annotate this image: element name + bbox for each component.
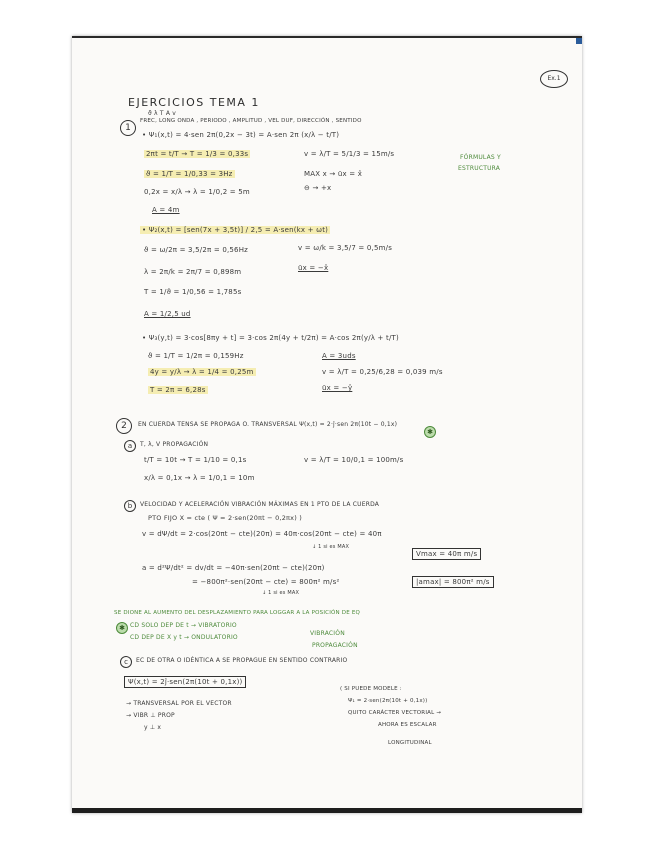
ex1-psi3-frequency: ϑ = 1/T = 1/2π = 0,159Hz [148, 352, 244, 360]
notebook-page [72, 36, 582, 813]
exercise-2-number: 2 [116, 418, 132, 434]
page-corner-mark [576, 38, 582, 44]
ex2-green-note: SE DIONE AL AUMENTO DEL DESPLAZAMIENTO PARA LOGGAR A LA POSICIÓN DE EQ [114, 610, 361, 616]
ex1-psi3-equation: • Ψ₃(y,t) = 3·cos[8πy + t] = 3·cos 2π(4y + t/2π) = A·cos 2π(y/λ + t/T) [142, 334, 399, 342]
ex2-part-a-text: T, λ, V PROPAGACIÓN [140, 441, 209, 448]
ex2-b-acceleration-2: = −800π²·sen(20πt − cte) = 800π² m/s² [192, 578, 340, 586]
ex2-green-star: ✱ [116, 622, 128, 634]
ex2-part-c-text: EC DE OTRA O IDÉNTICA A SE PROPAGUE EN SENTIDO CONTRARIO [136, 657, 348, 664]
ex1-psi2-velocity: v = ω/k = 3,5/7 = 0,5m/s [298, 244, 393, 252]
ex1-psi2-amplitude: A = 1/2,5 ud [144, 310, 191, 318]
ex2-c-equation: Ψ(x,t) = 2ĵ·sen(2π(10t + 0,1x)) [124, 676, 246, 688]
ex1-psi1-sense: ⊖ → +x [304, 184, 332, 192]
ex2-part-a-label: a [124, 440, 136, 452]
ex2-c-note-3: y ⊥ x [144, 724, 162, 731]
ex2-side-note-1: ( SI PUEDE MODELE : [340, 686, 402, 692]
ex1-psi3-wavelength: 4y = y/λ → λ = 1/4 = 0,25m [150, 368, 254, 376]
ex2-side-note-3: QUITO CARÁCTER VECTORIAL → [348, 710, 442, 716]
exercise-badge: Ex.1 [540, 70, 568, 88]
ex1-properties: FREC, LONG ONDA , PERIODO , AMPLITUD , VEL DUF, DIRECCIÓN , SENTIDO [140, 118, 362, 124]
ex2-c-note-2: → VIBR ⊥ PROP [126, 712, 175, 719]
ex1-psi3-direction: ūx = −ŷ [322, 384, 353, 392]
ex1-psi1-velocity: v = λ/T = 5/1/3 = 15m/s [304, 150, 395, 158]
ex2-green-branch-2: PROPAGACIÓN [312, 642, 358, 649]
ex2-b-vmax: Vmax = 40π m/s [412, 548, 481, 560]
ex2-b-acceleration-note: ↓ 1 si es MAX [262, 590, 300, 596]
ex2-a-wavelength: x/λ = 0,1x → λ = 1/0,1 = 10m [144, 474, 255, 482]
ex1-psi1-equation: • Ψ₁(x,t) = 4·sen 2π(0,2x − 3t) = A·sen 2π (x/λ − t/T) [142, 131, 340, 139]
ex1-psi1-frequency: ϑ = 1/T = 1/0,33 = 3Hz [146, 170, 233, 178]
ex2-statement: EN CUERDA TENSA SE PROPAGA O. TRANSVERSAL Ψ(x,t) = 2·ĵ·sen 2π(10t − 0,1x) [138, 421, 398, 428]
ex2-c-note-1: → TRANSVERSAL POR EL VECTOR [126, 700, 232, 707]
ex1-structure-note: ESTRUCTURA [458, 165, 501, 172]
ex2-part-c-label: c [120, 656, 132, 668]
ex2-part-b-text: VELOCIDAD Y ACELERACIÓN VIBRACIÓN MÁXIMAS EN 1 PTO DE LA CUERDA [140, 501, 380, 508]
ex1-psi3-period: T = 2π = 6,28s [150, 386, 206, 394]
ex1-psi2-wavelength: λ = 2π/k = 2π/7 = 0,898m [144, 268, 242, 276]
ex1-symbols: ϑ λ T A v [148, 110, 177, 117]
ex2-side-note-4: AHORA ES ESCALAR [378, 722, 437, 728]
ex1-psi2-equation: • Ψ₂(x,t) = [sen(7x + 3,5t)] / 2,5 = A·sen(kx + ωt) [142, 226, 329, 234]
exercise-1-number: 1 [120, 120, 136, 136]
ex2-part-b-label: b [124, 500, 136, 512]
ex1-psi2-frequency: ϑ = ω/2π = 3,5/2π = 0,56Hz [144, 246, 249, 254]
page-title: EJERCICIOS TEMA 1 [128, 96, 260, 109]
ex1-psi1-direction: MAX x → ūx = x̂ [304, 170, 363, 178]
ex2-a-period: t/T = 10t → T = 1/10 = 0,1s [144, 456, 247, 464]
ex2-green-dep-1: CD SOLO DEP DE t → VIBRATORIO [130, 622, 237, 629]
ex2-a-velocity: v = λ/T = 10/0,1 = 100m/s [304, 456, 404, 464]
ex1-psi1-wavelength: 0,2x = x/λ → λ = 1/0,2 = 5m [144, 188, 250, 196]
ex1-psi2-direction: ūx = −x̂ [298, 264, 329, 272]
ex2-b-fixed-point: PTO FIJO X = cte ( Ψ = 2·sen(20πt − 0,2πx) ) [148, 514, 302, 522]
ex1-formulas-note: FÓRMULAS Y [460, 154, 501, 161]
ex1-psi2-period: T = 1/ϑ = 1/0,56 = 1,785s [144, 288, 242, 296]
ex1-psi1-amplitude: A = 4m [152, 206, 180, 214]
ex2-green-dep-2: CD DEP DE X y t → ONDULATORIO [130, 634, 238, 641]
ex2-b-acceleration: a = d²Ψ/dt² = dv/dt = −40π·sen(20πt − cte)(20π) [142, 564, 325, 572]
ex2-green-branch-1: VIBRACIÓN [310, 630, 345, 637]
ex2-b-velocity: v = dΨ/dt = 2·cos(20πt − cte)(20π) = 40π·cos(20πt − cte) = 40π [142, 530, 382, 538]
ex2-star-mark: ✱ [424, 426, 436, 438]
ex2-b-velocity-note: ↓ 1 si es MAX [312, 544, 350, 550]
ex1-psi3-velocity: v = λ/T = 0,25/6,28 = 0,039 m/s [322, 368, 443, 376]
ex2-b-amax: |amax| = 800π² m/s [412, 576, 494, 588]
ex1-psi3-amplitude: A = 3uds [322, 352, 356, 360]
ex2-side-note-5: LONGITUDINAL [388, 740, 432, 746]
ex2-side-note-2: Ψ₁ = 2·sen(2π(10t + 0,1x)) [348, 698, 428, 704]
ex1-psi1-period: 2πt = t/T → T = 1/3 = 0,33s [146, 150, 249, 158]
